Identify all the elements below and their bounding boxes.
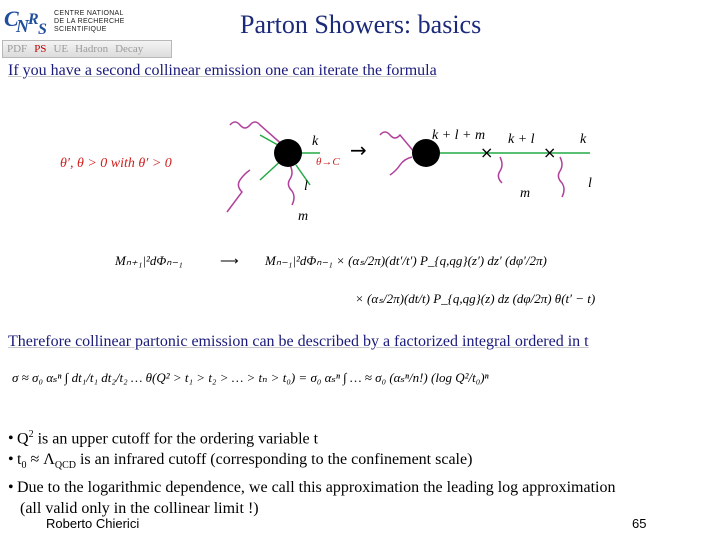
svg-text:θ→C: θ→C (316, 156, 340, 168)
cnrs-logo (2, 2, 54, 40)
svg-text:k + l + m: k + l + m (432, 128, 486, 143)
svg-text:N: N (16, 16, 29, 36)
factorization-text: Therefore collinear partonic emission can be described by a factorized integral ordered in t (8, 333, 589, 350)
svg-text:C: C (4, 6, 19, 31)
svg-text:Mₙ₊₁|²dΦₙ₋₁: Mₙ₊₁|²dΦₙ₋₁ (115, 253, 183, 268)
svg-text:→: → (350, 138, 367, 162)
intro-text: If you have a second collinear emission one can iterate the formula (8, 62, 437, 79)
bullet-continuation: (all valid only in the collinear limit !) (20, 499, 259, 517)
svg-text:×: × (543, 143, 557, 162)
svg-text:⟶: ⟶ (220, 253, 239, 268)
nav-item-decay[interactable]: Decay (115, 43, 144, 55)
svg-text:R: R (28, 11, 39, 28)
equation-ordered-integral: σ ≈ σ₀ αₛⁿ ∫ dt₁/t₁ dt₂/t₂ … θ(Q² > t₁ > t₂ > … > tₙ > t₀) = σ₀ αₛⁿ ∫ … ≈ σ₀ (αₛⁿ/n!) (log Q²/t₀)ⁿ (12, 370, 489, 385)
bullet-q2: • $Q^2$ is an upper cutoff for the ordering variable t (8, 429, 319, 448)
nav-item-ue[interactable]: UE (53, 43, 69, 55)
nav-item-hadron[interactable]: Hadron (75, 43, 109, 55)
page-number: 65 (632, 516, 647, 531)
svg-text:m: m (520, 186, 531, 201)
svg-text:× (αₛ/2π)(dt/t) P_{q,qg}(z) dz: × (αₛ/2π)(dt/t) P_{q,qg}(z) dz (dφ/2π) θ(t′ − t) (355, 291, 596, 306)
svg-text:k: k (580, 132, 587, 147)
bullet-list (8, 424, 616, 519)
svg-text:l: l (304, 179, 308, 194)
cnrs-org-name: CENTRE NATIONAL DE LA RECHERCHE SCIENTIFIQUE (54, 10, 125, 33)
svg-text:×: × (480, 143, 494, 162)
theta-condition: θ′, θ > 0 with θ′ > 0 (60, 156, 172, 171)
section-nav (2, 40, 172, 58)
nav-item-ps[interactable]: PS (34, 43, 47, 55)
emission-diagram (60, 105, 620, 330)
right-vertex (380, 128, 592, 201)
equation-iteration (114, 253, 595, 306)
svg-text:k: k (312, 134, 319, 149)
bullet-leading-log: • Due to the logarithmic dependence, we call this approximation the leading log approximation (8, 478, 616, 496)
left-vertex (227, 122, 340, 224)
svg-text:l: l (588, 176, 592, 191)
svg-text:Mₙ₋₁|²dΦₙ₋₁ × (αₛ/2π)(dt′/t′): Mₙ₋₁|²dΦₙ₋₁ × (αₛ/2π)(dt′/t′) P_{q,qg}(z′) dz′ (dφ′/2π) (265, 253, 547, 268)
svg-text:m: m (298, 209, 309, 224)
svg-text:k + l: k + l (508, 132, 535, 147)
footer-author: Roberto Chierici (46, 516, 140, 531)
page-title: Parton Showers: basics (240, 10, 482, 39)
svg-text:S: S (38, 21, 47, 38)
bullet-t0: • $t_0 \approx \Lambda_{QCD}$ is an infrared cutoff (corresponding to the confinement scale) (8, 451, 473, 472)
nav-item-pdf[interactable]: PDF (7, 43, 28, 55)
